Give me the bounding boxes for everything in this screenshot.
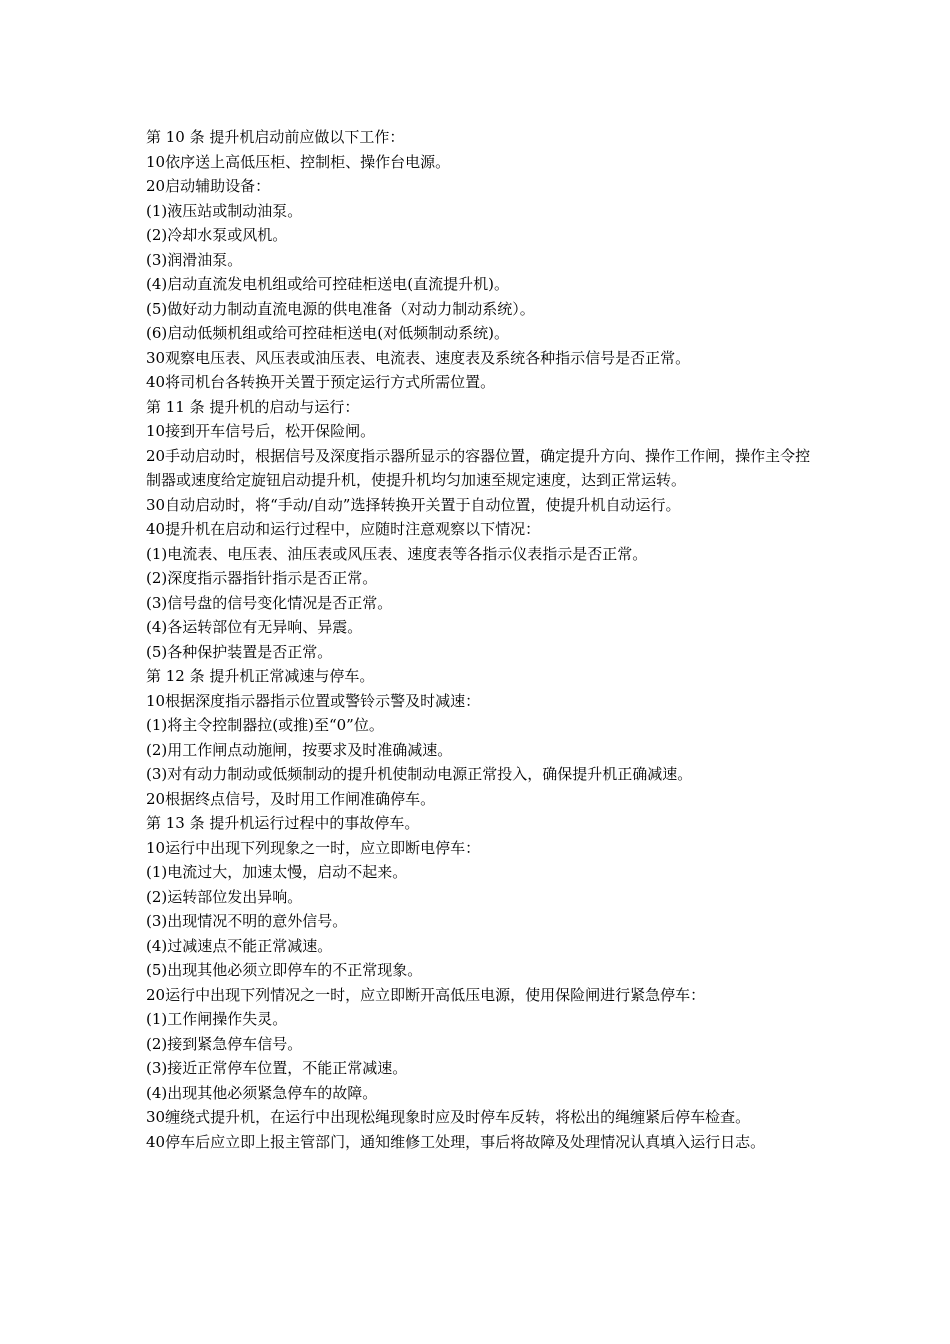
list-item: (3)润滑油泵。 xyxy=(146,250,243,269)
text-line: 10运行中出现下列现象之一时，应立即断电停车： xyxy=(146,838,481,857)
text-paragraph: 20手动启动时，根据信号及深度指示器所显示的容器位置，确定提升方向、操作工作闸，操作主令控制器或速度给定旋钮启动提升机，使提升机均匀加速至规定速度，达到正常运转。 xyxy=(146,446,811,489)
text-line: 10接到开车信号后，松开保险闸。 xyxy=(146,422,376,440)
article-12-heading: 第 12 条 提升机正常减速与停车。 xyxy=(146,667,375,685)
list-item: (2)接到紧急停车信号。 xyxy=(146,1034,303,1053)
text-paragraph: 40停车后应立即上报主管部门，通知维修工处理，事后将故障及处理情况认真填入运行日志。 xyxy=(146,1132,766,1151)
article-10-heading: 第 10 条 提升机启动前应做以下工作： xyxy=(146,128,405,146)
list-item: (3)信号盘的信号变化情况是否正常。 xyxy=(146,593,393,612)
list-item: (5)各种保护装置是否正常。 xyxy=(146,642,333,661)
text-line: 30自动启动时，将“手动/自动”选择转换开关置于自动位置，使提升机自动运行。 xyxy=(146,495,681,514)
list-item: (1)电流过大，加速太慢，启动不起来。 xyxy=(146,863,408,881)
text-line: 30观察电压表、风压表或油压表、电流表、速度表及系统各种指示信号是否正常。 xyxy=(146,348,691,367)
list-item: (5)做好动力制动直流电源的供电准备（对动力制动系统）。 xyxy=(146,299,535,318)
list-item: (4)出现其他必须紧急停车的故障。 xyxy=(146,1083,378,1102)
article-13-heading: 第 13 条 提升机运行过程中的事故停车。 xyxy=(146,814,420,832)
list-item: (2)用工作闸点动施闸，按要求及时准确减速。 xyxy=(146,740,453,759)
text-line: 20根据终点信号，及时用工作闸准确停车。 xyxy=(146,789,436,808)
list-item: (1)工作闸操作失灵。 xyxy=(146,1010,288,1028)
list-item: (4)过减速点不能正常减速。 xyxy=(146,936,333,955)
list-item: (1)将主令控制器拉(或推)至“0”位。 xyxy=(146,716,384,734)
text-line: 40将司机台各转换开关置于预定运行方式所需位置。 xyxy=(146,373,496,391)
list-item: (5)出现其他必须立即停车的不正常现象。 xyxy=(146,961,423,979)
list-item: (1)液压站或制动油泵。 xyxy=(146,201,303,220)
text-line: 40提升机在启动和运行过程中，应随时注意观察以下情况： xyxy=(146,520,541,538)
list-item: (4)启动直流发电机组或给可控硅柜送电(直流提升机)。 xyxy=(146,275,509,293)
text-line: 30缠绕式提升机，在运行中出现松绳现象时应及时停车反转，将松出的绳缠紧后停车检查。 xyxy=(146,1108,751,1126)
text-line: 20运行中出现下列情况之一时，应立即断开高低压电源，使用保险闸进行紧急停车： xyxy=(146,985,706,1004)
article-11-heading: 第 11 条 提升机的启动与运行： xyxy=(146,397,360,416)
list-item: (2)冷却水泵或风机。 xyxy=(146,226,288,244)
list-item: (2)运转部位发出异响。 xyxy=(146,887,303,906)
text-line: 20启动辅助设备： xyxy=(146,177,271,195)
list-item: (6)启动低频机组或给可控硅柜送电(对低频制动系统)。 xyxy=(146,324,509,342)
document-body xyxy=(146,125,812,1154)
list-item: (1)电流表、电压表、油压表或风压表、速度表等各指示仪表指示是否正常。 xyxy=(146,544,648,563)
text-line: 10依序送上高低压柜、控制柜、操作台电源。 xyxy=(146,152,451,171)
list-item: (2)深度指示器指针指示是否正常。 xyxy=(146,569,378,587)
list-item: (3)对有动力制动或低频制动的提升机使制动电源正常投入，确保提升机正确减速。 xyxy=(146,765,693,783)
list-item: (3)出现情况不明的意外信号。 xyxy=(146,912,348,930)
list-item: (3)接近正常停车位置，不能正常减速。 xyxy=(146,1059,408,1077)
list-item: (4)各运转部位有无异响、异震。 xyxy=(146,618,363,636)
text-line: 10根据深度指示器指示位置或警铃示警及时减速： xyxy=(146,691,481,710)
